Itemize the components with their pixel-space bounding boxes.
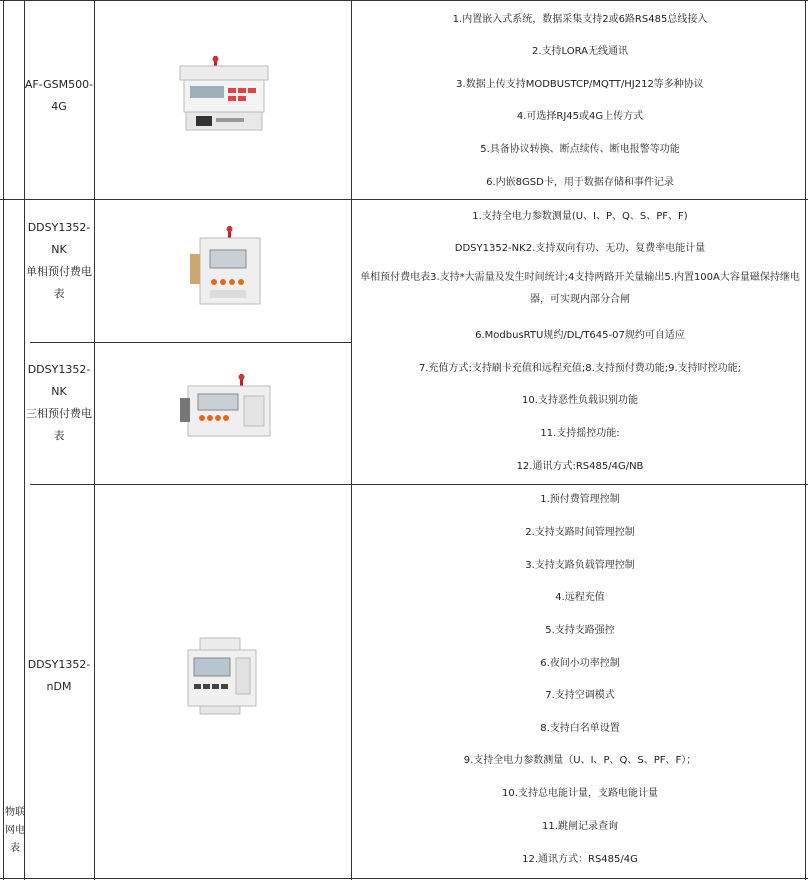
feature-text: 单相预付费电表3.支持*大需量及发生时间统计;4支持两路开关量输出5.内置100A大容量磁保持继电器，可实现内部分合闸 [360, 272, 800, 305]
row-divider [30, 342, 352, 343]
feature-text: 10.支持总电能计量，支路电能计量 [502, 788, 658, 799]
col-divider [351, 0, 352, 880]
feature-text: 10.支持恶性负载识别功能 [522, 395, 638, 406]
feature-text: 5.支持支路强控 [545, 625, 615, 636]
table-border-bottom [0, 878, 808, 879]
feature-text: DDSY1352-NK2.支持双向有功、无功、复费率电能计量 [454, 243, 706, 254]
feature-text: 7.支持空调模式 [545, 690, 615, 701]
feature-text: 4.可选择RJ45或4G上传方式 [516, 111, 644, 122]
single-phase-meter-image [186, 224, 266, 308]
feature-text: 6.夜间小功率控制 [540, 658, 620, 669]
table-border-left [3, 0, 4, 880]
feature-text: 7.充值方式:支持刷卡充值和远程充值;8.支持预付费功能;9.支持时控功能; [418, 363, 742, 374]
category-label: 物联 网电 表 [5, 807, 25, 854]
three-phase-meter-image [178, 374, 274, 442]
row-divider [0, 199, 808, 200]
feature-text: 1.支持全电力参数测量(U、I、P、Q、S、PF、F) [472, 211, 688, 222]
feature-text: 6.ModbusRTU规约/DL/T645-07规约可自适应 [475, 330, 685, 341]
model-ddsy1352-nk-single: DDSY1352- NK 单相预付费电 表 [26, 221, 92, 300]
gateway-device-image [176, 56, 272, 136]
feature-text: 11.跳闸记录查询 [542, 821, 618, 832]
feature-text: 3.数据上传支持MODBUSTCP/MQTT/HJ212等多种协议 [456, 79, 704, 90]
din-meter-image [180, 634, 264, 716]
model-af-gsm500: AF-GSM500- 4G [24, 78, 94, 113]
feature-text: 3.支持支路负载管理控制 [525, 560, 635, 571]
feature-text: 12.通讯方式：RS485/4G [522, 854, 638, 865]
feature-text: 4.远程充值 [555, 592, 605, 603]
table-border-top [0, 0, 808, 1]
feature-text: 8.支持白名单设置 [540, 723, 620, 734]
model-ddsy1352-ndm: DDSY1352- nDM [27, 658, 91, 693]
feature-text: 2.支持支路时间管理控制 [525, 527, 635, 538]
feature-text: 11.支持摇控功能: [540, 428, 620, 439]
feature-text: 1.预付费管理控制 [540, 494, 620, 505]
row-divider [30, 484, 808, 485]
table-border-right [805, 0, 806, 880]
model-ddsy1352-nk-three: DDSY1352- NK 三相预付费电 表 [26, 363, 92, 442]
feature-text: 9.支持全电力参数测量（U、I、P、Q、S、PF、F）； [463, 755, 697, 766]
feature-text: 12.通讯方式:RS485/4G/NB [516, 461, 644, 472]
col-divider [94, 0, 95, 880]
feature-text: 1.内置嵌入式系统，数据采集支持2或6路RS485总线接入 [452, 14, 708, 25]
feature-text: 5.具备协议转换、断点续传、断电报警等功能 [480, 144, 680, 155]
feature-text: 2.支持LORA无线通讯 [531, 46, 628, 57]
feature-text: 6.内嵌8GSD卡，用于数据存储和事件记录 [486, 177, 674, 188]
